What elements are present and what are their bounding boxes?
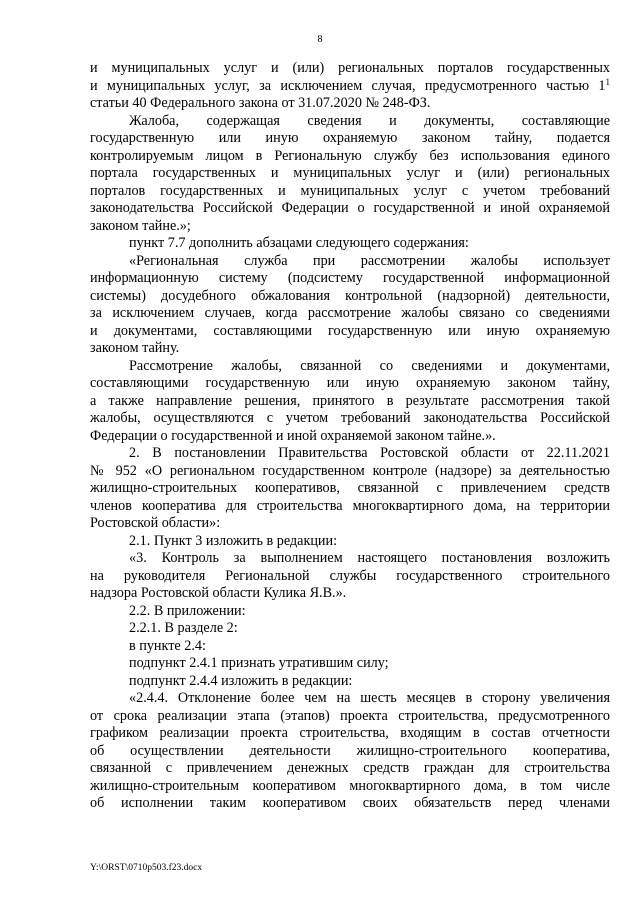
text-line-content: Рассмотрение жалобы, связанной со сведениями и документами, (129, 357, 610, 374)
text-line-content: контролируемым лицом в Региональную службу без использования единого (90, 147, 610, 164)
text-line (90, 428, 610, 446)
text-line (90, 515, 610, 533)
text-line (90, 270, 610, 288)
text-line-content: жилищно-строительных кооперативов, связанной с привлечением средств (90, 480, 610, 496)
text-line (90, 690, 610, 708)
text-line (90, 218, 610, 236)
text-line-content: 2.2.1. В разделе 2: (129, 620, 238, 636)
text-line (90, 550, 610, 568)
text-line-content: и документами, составляющими государственную или иную охраняемую (90, 322, 610, 339)
text-line (90, 340, 610, 358)
text-line (90, 323, 610, 341)
text-line (90, 358, 610, 376)
text-line-content: 2.2. В приложении: (129, 602, 246, 619)
text-line-content: от срока реализации этапа (этапов) проекта строительства, предусмотренного (90, 707, 610, 724)
text-line (90, 375, 610, 393)
text-line-content: подпункт 2.4.1 признать утратившим силу; (129, 655, 389, 671)
text-line-content: членов кооператива для строительства многоквартирного дома, на территории (90, 497, 610, 514)
text-line (90, 760, 610, 778)
text-line (90, 568, 610, 586)
text-line-content: статьи 40 Федерального закона от 31.07.2020 № 248-ФЗ. (90, 95, 431, 111)
text-line (90, 288, 610, 306)
text-line-content: об осуществлении деятельности жилищно-строительного кооператива, (90, 742, 610, 759)
text-line (90, 725, 610, 743)
footer-file-path: Y:\ORST\0710p503.f23.docx (90, 863, 203, 873)
text-line-content: 2.1. Пункт 3 изложить в редакции: (129, 532, 338, 549)
text-line (90, 60, 610, 78)
text-line (90, 393, 610, 411)
text-line-content: за исключением случаев, когда рассмотрение жалобы связано со сведениями (90, 305, 610, 321)
text-line (90, 498, 610, 516)
text-line (90, 113, 610, 131)
text-line (90, 253, 610, 271)
text-line-content: связанной с привлечением денежных средств граждан для строительства (90, 760, 610, 776)
text-line (90, 165, 610, 183)
text-line-content: законодательства Российской Федерации о государственной и иной охраняемой (90, 200, 610, 216)
text-line (90, 235, 610, 253)
text-line (90, 148, 610, 166)
text-line-content: Ростовской области»: (90, 515, 221, 531)
document-body (90, 60, 610, 813)
text-line-content: № 952 «О региональном государственном контроле (надзоре) за деятельностью (90, 462, 610, 479)
text-line-content: а также направление решения, принятого в результате рассмотрения такой (90, 392, 610, 409)
text-line (90, 603, 610, 621)
text-line-content: графиком реализации проекта строительства, входящим в состав отчетности (90, 725, 610, 741)
text-line-content: государственную или иную охраняемую законом тайну, подается (90, 130, 610, 146)
text-line (90, 638, 610, 656)
text-line (90, 463, 610, 481)
text-line-content: жилищно-строительным кооперативом многоквартирного дома, в том числе (90, 777, 610, 794)
text-line (90, 778, 610, 796)
text-line-content: надзора Ростовской области Кулика Я.В.». (90, 585, 347, 601)
text-line-content: и муниципальных услуг, за исключением случая, предусмотренного частью 1 (90, 77, 606, 94)
text-line (90, 130, 610, 148)
text-line (90, 445, 610, 463)
text-line-content: Федерации о государственной и иной охраняемой законом тайне.». (90, 427, 496, 444)
text-line (90, 78, 610, 96)
text-line-content: «2.4.4. Отклонение более чем на шесть месяцев в сторону увеличения (129, 690, 610, 706)
text-line-content: законом тайне.»; (90, 217, 191, 234)
text-line (90, 585, 610, 603)
text-line-content: в пункте 2.4: (129, 637, 206, 654)
text-line-content: на руководителя Региональной службы государственного строительного (90, 567, 610, 584)
text-line-content: порталов государственных и муниципальных услуг с учетом требований (90, 182, 610, 199)
text-line-content: портала государственных и муниципальных услуг и (или) региональных (90, 165, 610, 181)
text-line-content: и муниципальных услуг и (или) региональных порталов государственных (90, 60, 610, 76)
text-line (90, 183, 610, 201)
text-line-content: об исполнении таким кооперативом своих обязательств перед членами (90, 795, 610, 811)
text-line-content: Жалоба, содержащая сведения и документы, составляющие (129, 112, 610, 129)
text-line (90, 673, 610, 691)
text-line (90, 410, 610, 428)
text-line (90, 655, 610, 673)
text-line-content: системы) досудебного обжалования контрольной (надзорной) деятельности, (90, 287, 610, 304)
text-line (90, 200, 610, 218)
text-line-content: законом тайну. (90, 340, 180, 356)
text-line-content: «Региональная служба при рассмотрении жалобы использует (129, 252, 610, 269)
text-line-content: подпункт 2.4.4 изложить в редакции: (129, 672, 353, 689)
text-line (90, 480, 610, 498)
text-line-content: 2. В постановлении Правительства Ростовской области от 22.11.2021 (129, 445, 610, 461)
text-line-content: пункт 7.7 дополнить абзацами следующего содержания: (129, 235, 469, 251)
text-line (90, 95, 610, 113)
superscript: 1 (605, 77, 610, 87)
text-line-content: информационную систему (подсистему государственной информационной (90, 270, 610, 286)
text-line (90, 743, 610, 761)
text-line (90, 305, 610, 323)
text-line-content: составляющими государственную или иную охраняемую законом тайну, (90, 375, 610, 391)
page-number: 8 (317, 34, 323, 45)
text-line-content: «3. Контроль за выполнением настоящего постановления возложить (129, 550, 610, 566)
text-line (90, 795, 610, 813)
text-line (90, 708, 610, 726)
text-line (90, 533, 610, 551)
text-line (90, 620, 610, 638)
text-line-content: жалобы, осуществляются с учетом требований законодательства Российской (90, 410, 610, 426)
